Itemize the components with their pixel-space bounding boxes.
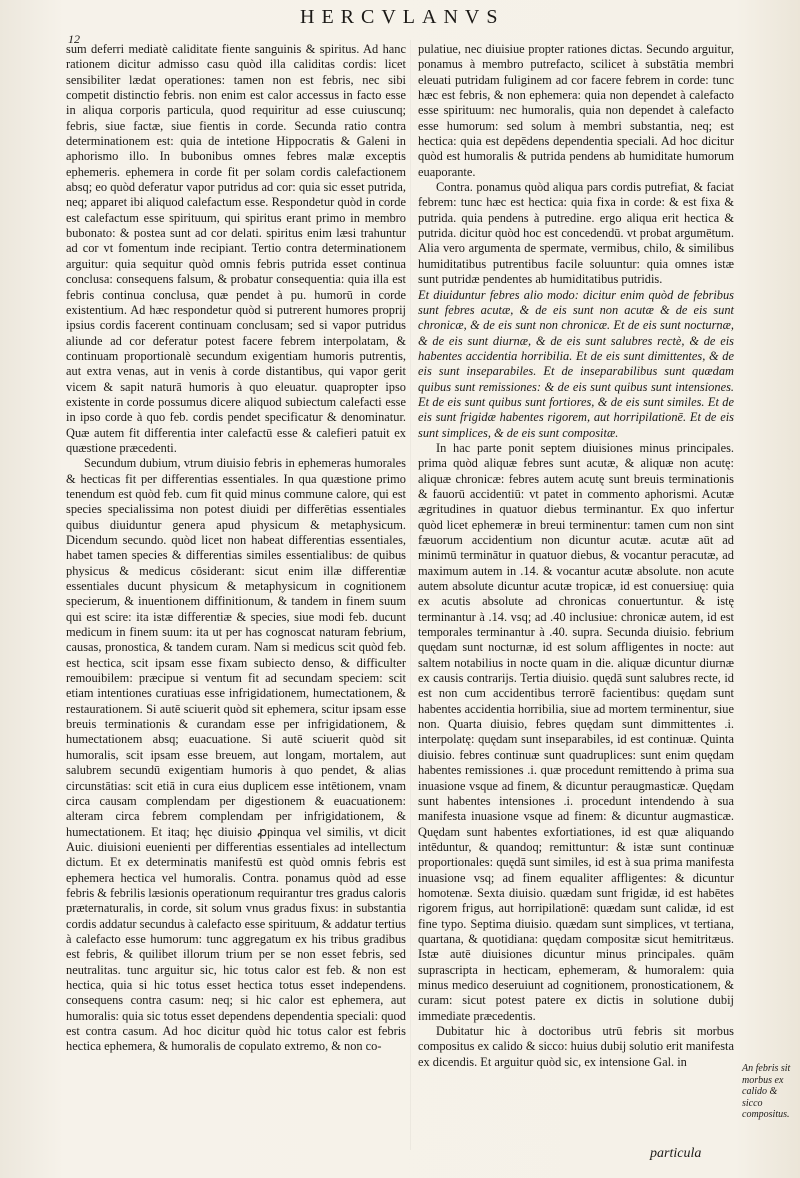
left-column (66, 42, 406, 1055)
page-number: 12 (68, 32, 80, 46)
marginal-note: An febris sit morbus ex calido & sicco compositus. (742, 1063, 791, 1120)
running-title: HERCVLANVS (300, 6, 505, 28)
paragraph: pulatiue, nec diuisiue propter rationes dictas. Secundo arguitur, ponamus à membro putrefacto, scilicet à substātia membri eleuati putridam fuliginem ad cor facere febrem in corde: tunc hæc est febris, & non ephemera: quia non dependet à calefacto esse spirituum: nec humoralis, quia non dependet à calefacto esse humorum: sed solum à membri substantia, neq; est hectica: quia est depēdens dependentia speciali. Ad hoc dicitur quòd est humoralis & putrida pendens ab humiditate humorum euaporante. (418, 42, 734, 179)
catchword: particula (650, 1146, 702, 1161)
paragraph: In hac parte ponit septem diuisiones minus principales. prima quòd aliquæ febres sunt acutæ, & aliquæ non acutę: aliquæ chronicæ: febres autem acutę sunt breuis terminationis & fauorū accidentiū: vt patet in commento aphorismi. Acutæ ægritudines in quatuor diebus terminantur. Ex quo infertur quòd licet ephemeræ in breui terminentur: tamen cum non sint fæuorum accidentium non dicuntur acutæ. acutæ aūt ad minimū terminātur in quatuor diebus, & vocantur peracutæ, ad maximum autem in .14. & vocantur acutæ absolute. non acute autem absolute dicuntur acutæ tropicæ, id est conuersiuę: quia ex acutis absolute ad chronicas conuertuntur. & istę terminantur à .14. vsq; ad .40 inclusiue: chronicæ autem, id est temporales terminantur à .40. supra. Secunda diuisio. febrium quędam sunt nocturnæ, id est solum affligentes in nocte: aut saltem notabilius in nocte quam in die. aliquæ dicuntur diurnæ ex causis contrarijs. Tertia diuisio. quędā sunt salubres recte, id est non cum accidentibus terrorē facientibus: quędam sunt habentes accidentia horribilia, siue ad mortem terminentur, siue non. Quarta diuisio, febres quędam sunt dimmittentes .i. interpolatę: quędam sunt inseparabiles, id est continuæ. Quinta diuisio. febres continuæ sunt quadruplices: sunt enim quędam habentes remissiones .i. quæ procedunt remittendo à prima sua inuasione vsque ad finem, & dicuntur peraugmasticæ. Quędam sunt habentes intensiones .i. procedunt intendendo à sua manifesta inuasione vsque ad finem: & dicuntur augmasticæ. Quędam sunt habentes exfortiationes, id est quæ aliquando intēduntur, & quandoq; remittuntur: & istæ sunt continuæ proportionales: quędā sunt similes, id est à sua prima manifesta inuasione vsq; ad finem equaliter affligentes: & dicuntur homotenæ. Sexta diuisio. quædam sunt frigidæ, id est habētes rigorem frigus, aut horripilationē: quædam sunt calidæ, id est fine typo. Septima diuisio. quædam sunt simplices, vt tertiana, quartana, & quotidiana: quędam compositæ sicut hemitritæus. Istæ autē diuisiones dicuntur minus principales. quām suprascripta in hecticam, ephemeram, & humoralem: quia minus medico deseruiunt ad cognitionem, pronosticationem, & curam: sicut potest patere ex dictis in solutione dubij immediate præcedentis. (418, 440, 734, 1023)
paragraph: sum deferri mediatè caliditate fiente sanguinis & spiritus. Ad hanc rationem dicitur admisso casu quòd illa caliditas cordis: licet sensibiliter lædat operationes: tamen non est febris, nec sibi competit distinctio febris. non enim est calor accessus in facto esse in aliqua corporis particula, quod requiritur ad esse cuiuscunq; febris, siue factæ, siue fientis in corde. Secunda ratio contra determinationem est: quia de intetione Hippocratis & Galeni in aphorismo illo. In bubonibus omnes febres malæ exceptis ephemeris. ephemera in corde fit per solam cordis calefactionem absq; eo quòd deferatur vapor putridus ad cor: quia sic esset putrida, neq; apparet ibi aliquod calefactum esse. Respondetur quòd in corde est calefactum esse spirituum, qui spiritus erant primo in membro bubonato: & postea sunt ad cor delati. spiritus enim læsi trahuntur ad cor vt fomentum inde recipiant. Tertio contra determinationem arguitur: quia sequitur quòd omnis febris putrida esset continua conclusa: consequens falsum, & probatur consequentia: quia illa est febris continua conclusa, quæ pendet à pu. humorū in corde existentium. Ad hæc respondetur quòd si putrerent humores proprij ipsius cordis facerent continuam conclusam; sed si vapor putridus aliunde ad cor deferatur potest facere febrem interpolatam, & continuam proportionalè secundum exigentiam humoris putrentis, aut extra venas, aut in venis à corde distantibus, qui vapor gerit vicem & sapit naturā humoris à quo eleuatur. quapropter ipso existente in corde possumus dicere aliquod subiectum calefacti esse in ipso corde à quo feb. cordis pendet specificatur & denominatur. Quæ autem fit differentia inter calefactū esse & calefieri patuit ex quæstione præcedenti. (66, 42, 406, 455)
paragraph: Contra. ponamus quòd aliqua pars cordis putrefiat, & faciat febrem: tunc hæc est hectica: quia fixa in corde: & est fixa & putrida. quia pendens à putredine. ergo aliqua erit hectica & putrida. dicitur quòd hoc est concedendū. vt probat argumētum. Alia vero argumenta de spermate, vermibus, chilo, & similibus humiditatibus putrentibus facile soluuntur: quia omnes istæ sunt putridæ pendentes ab humiditatibus putridis. (418, 180, 734, 287)
paragraph: Dubitatur hic à doctoribus utrū febris sit morbus compositus ex calido & sicco: huius dubij solutio erit manifesta ex dicendis. Et arguitur quòd sic, ex intensione Gal. in (418, 1024, 734, 1069)
page-header (0, 6, 800, 46)
quoted-text-paragraph: Et diuiduntur febres alio modo: dicitur enim quòd de febribus sunt febres acutæ, & de eis sunt non acutæ & de eis sunt chronicæ, & de eis sunt non chronicæ. Et de eis sunt nocturnæ, & de eis sunt diurnæ, & de eis sunt salubres rectè, & de eis habentes accidentia horribilia. Et de eis sunt dimittentes, & de eis sunt inseparabiles. Et de inseparabilibus sunt quædam quibus sunt remissiones: & de eis sunt quibus sunt intensiones. Et de eis sunt quibus sunt fortiores, & de eis sunt similes. Et de eis sunt frigidæ habentes rigorem, aut horripilationē. Et de eis sunt simplices, & de eis sunt compositæ. (418, 287, 734, 440)
paragraph: Secundum dubium, vtrum diuisio febris in ephemeras humorales & hecticas fit per differentias essentiales. In qua quæstione primo tenendum est quòd feb. cum fit quid minus commune calore, qui est species specialissima non potest diuidi per differētias essentiales quibus diuiduntur genera apud physicum & metaphysicum. Dicendum secundo. quòd licet non habeat differentias essentiales, habet tamen species & differentias similes essentialibus: de quibus physicus & medicus cōsiderant: sicut enim illæ differentiæ essentiales ducunt physicum & metaphysicum in cognitionem specierum, & inuentionem diffinitionum, & tandem in finem suum qui est scire: ita istæ differentiæ & species, siue modi feb. ducunt medicum in finem suum: ita ut per has cognoscat naturam febrium, causas, pronostica, & tandem curam. Nam si medicus scit quòd feb. est hectica, scit ipsam esse fixam subiecto denso, & difficulter remouibilem: præcipue si ventum fit ad secundam speciem: scit etiam intentiones curatiuas esse infrigidationem, humectationem, & restaurationem. Si autē sciuerit quòd sit ephemera, scitur ipsam esse breuis terminationis & curandam esse per infrigidationem, & humectationem absq; euacuatione. Si autē sciuerit quòd sit humoralis, scit ipsam esse breuem, aut longam, mortalem, aut salubrem secundū exigentiam humoris à quo pendet, & alias circunstātias: scit etiā in cura eius duplicem esse intētionem, vnam circa causam complendam per digestionem & euacuationem: alteram circa febrem complendam per infrigidationem, & humectationem. Et itaq; hęc diuisio ꝓpinqua vel similis, vt dicit Auic. diuisioni euenienti per differentias essentiales ad intellectum dictum. Et ex determinatis manifestū est quòd omnis febris est ephemera hectica vel humoralis. Contra. ponamus quòd ad esse febris & febrilis læsionis operationum requirantur tres gradus caloris præternaturalis, in corde, sit solum vnus gradus fixus: in substantia cordis addatur secundus à calefacto esse spirituum, & addatur tertius à calefacto esse humorum: tunc aggregatum ex his tribus gradibus est febris, & quilibet illorum trium per se non esset febris, sed neutralitas. tunc arguitur sic, hic totus calor est feb. & non est hectica, quia si hic totus esset hectica totus esset independens. consequens contra casum: neq; si hic calor est ephemera, aut humoralis: quia sic totus esset dependens dependentia speciali: quod est contra casum. Ad hoc dicitur quòd hic totus calor est febris hectica ephemera, & humoralis de copulato extremo, & non co- (66, 456, 406, 1054)
right-column (418, 42, 734, 1070)
column-gutter (410, 40, 411, 1150)
